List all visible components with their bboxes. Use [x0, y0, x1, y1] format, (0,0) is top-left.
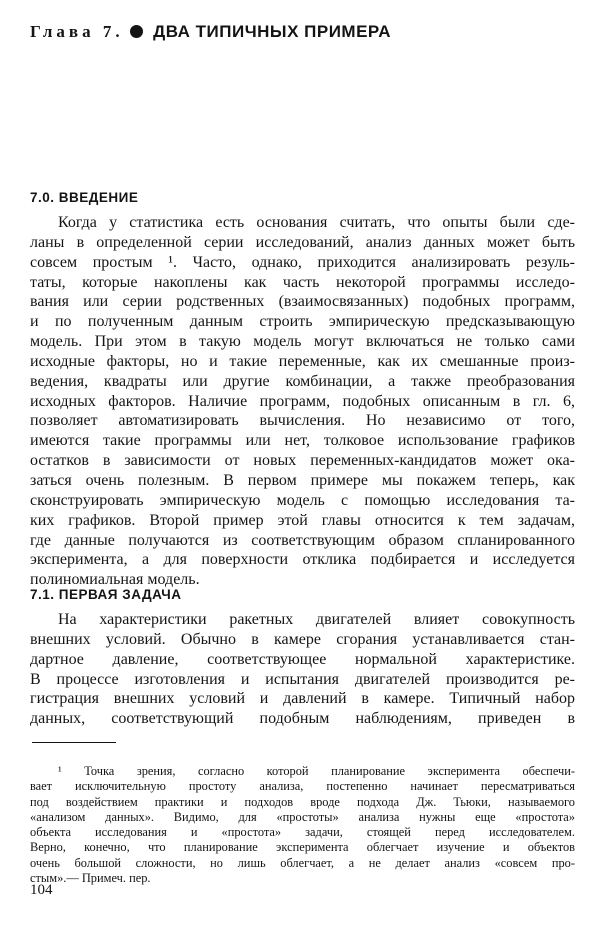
text-line: На характеристики ракетных двигателей влияет совокупность	[58, 611, 575, 628]
chapter-label: Глава 7.	[30, 22, 124, 41]
text-line: исходных факторов. Наличие программ, подобных описанным в гл. 6,	[30, 392, 575, 410]
text-line: совсем простым ¹. Часто, однако, приходится анализировать резуль-	[30, 253, 575, 271]
footnote-divider	[32, 742, 116, 743]
chapter-name: ДВА ТИПИЧНЫХ ПРИМЕРА	[153, 22, 392, 41]
bullet-icon	[130, 25, 143, 38]
first-problem-paragraph	[30, 610, 575, 729]
footnote-line: «анализом данных». Видимо, для «простоты» анализа нужны еще «простота»	[30, 809, 575, 824]
text-line: ланы в определенной серии исследований, анализ данных может быть	[30, 233, 575, 251]
text-line: дартное давление, соответствующее нормальной характеристике.	[30, 650, 575, 668]
text-line: остатков в зависимости от новых переменных-кандидатов может ока-	[30, 452, 575, 470]
footnote-line: объекта исследования и «простота» задачи, стоящей перед исследователем.	[30, 825, 575, 840]
text-line: Когда у статистика есть основания считать, что опыты были сде-	[58, 214, 575, 231]
text-line: полиномиальная модель.	[30, 571, 200, 589]
section-heading-first-problem: 7.1. ПЕРВАЯ ЗАДАЧА	[30, 587, 182, 602]
text-line: заться очень полезным. В первом примере мы покажем теперь, как	[30, 471, 575, 489]
introduction-paragraph	[30, 213, 575, 590]
footnote	[30, 764, 575, 886]
footnote-line: вает исключительную простоту анализа, постепенно начинает пересматриваться	[30, 779, 575, 794]
text-line: гистрация внешних условий и давлений в камере. Типичный набор	[30, 690, 575, 708]
text-line: исходные факторы, но и такие переменные, как их смешанные произ-	[30, 352, 575, 370]
text-line: и по полученным данным строить эмпирическую предсказывающую	[30, 313, 575, 331]
book-page	[30, 0, 575, 926]
page-number: 104	[30, 882, 53, 898]
text-line: В процессе изготовления и испытания двигателей производится ре-	[30, 670, 575, 688]
footnote-line: очень большой сложности, но лишь облегчает, а не делает анализ «совсем про-	[30, 855, 575, 870]
footnote-line: ¹ Точка зрения, согласно которой планирование эксперимента обеспечи-	[58, 764, 575, 778]
text-line: модель. При этом в такую модель могут включаться не только сами	[30, 333, 575, 351]
text-line: ких графиков. Второй пример этой главы относится к тем задачам,	[30, 511, 575, 529]
text-line: таты, которые накоплены как часть некоторой программы исследо-	[30, 273, 575, 291]
text-line: имеются такие программы или нет, толковое использование графиков	[30, 432, 575, 450]
text-line: эксперимента, а для поверхности отклика подбирается и исследуется	[30, 551, 575, 569]
text-line: внешних условий. Обычно в камере сгорания устанавливается стан-	[30, 630, 575, 648]
footnote-line: Верно, конечно, что планирование эксперимента облегчает изучение и объектов	[30, 840, 575, 855]
text-line: сконструировать эмпирическую модель с помощью исследования та-	[30, 491, 575, 509]
text-line: данных, соответствующий подобным наблюдениям, приведен в	[30, 710, 575, 728]
footnote-line: стым».— Примеч. пер.	[30, 871, 151, 886]
section-heading-introduction: 7.0. ВВЕДЕНИЕ	[30, 190, 139, 205]
chapter-title	[30, 22, 391, 42]
text-line: ведения, квадраты или другие комбинации, а также преобразования	[30, 372, 575, 390]
text-line: позволяет автоматизировать вычисления. Но независимо от того,	[30, 412, 575, 430]
footnote-line: под воздействием практики и подходов вроде подхода Дж. Тьюки, называемого	[30, 794, 575, 809]
text-line: вания или серии родственных (взаимосвязанных) подобных программ,	[30, 293, 575, 311]
text-line: где данные получаются из соответствующим образом спланированного	[30, 531, 575, 549]
